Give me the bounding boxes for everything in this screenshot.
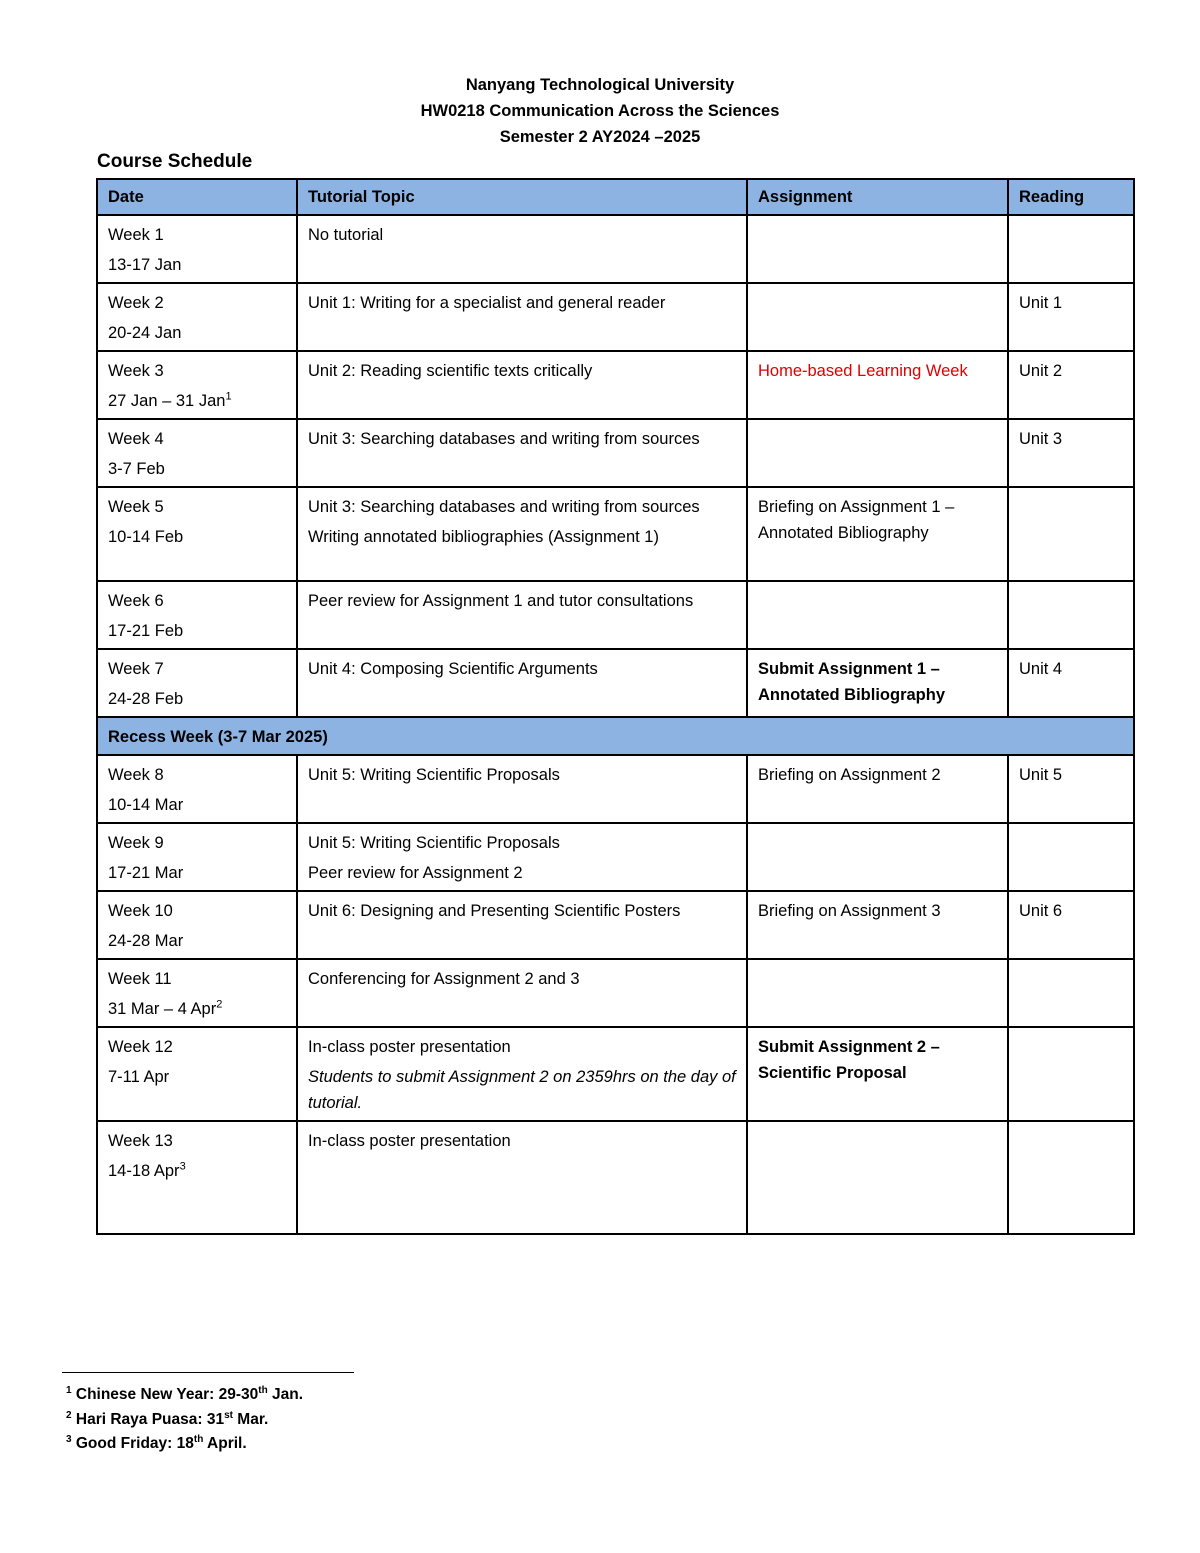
topic-text: In-class poster presentation [308,1132,511,1150]
week-dates: 20-24 Jan [108,324,182,342]
week-label: Week 4 [108,430,164,448]
topic-text: Conferencing for Assignment 2 and 3 [308,970,580,988]
table-row [97,351,1134,419]
footnote: $^1$ Chinese New Year: 29-30th Jan. [66,1384,304,1403]
topic-text: Unit 1: Writing for a specialist and general reader [308,294,666,312]
date-cell [97,419,297,487]
week-label: Week 5 [108,498,164,516]
topic-cell [297,487,747,581]
week-dates: 10-14 Mar [108,796,184,814]
date-cell [97,823,297,891]
topic-cell [297,283,747,351]
course-title: HW0218 Communication Across the Sciences [420,102,780,120]
week-label: Week 13 [108,1132,173,1150]
footnote-separator [62,1372,354,1373]
assignment-cell [747,755,1008,823]
topic-cell [297,351,747,419]
topic-cell [297,755,747,823]
topic-cell [297,823,747,891]
week-dates: 17-21 Mar [108,864,184,882]
assignment-cell [747,351,1008,419]
date-cell [97,649,297,717]
assignment-text: Briefing on Assignment 1 – Annotated Bibliography [758,498,955,542]
reading-text: Unit 4 [1019,660,1063,678]
topic-cell [297,581,747,649]
date-cell [97,581,297,649]
reading-cell [1008,891,1134,959]
reading-text: Unit 3 [1019,430,1063,448]
assignment-text: Briefing on Assignment 3 [758,902,941,920]
table-row [97,959,1134,1027]
topic-text: Writing annotated bibliographies (Assignment 1) [308,528,659,546]
date-cell [97,283,297,351]
week-dates: 24-28 Feb [108,690,184,708]
assignment-cell [747,487,1008,581]
table-row [97,215,1134,283]
date-cell [97,215,297,283]
assignment-cell [747,1121,1008,1234]
reading-text: Unit 1 [1019,294,1063,312]
date-cell [97,1121,297,1234]
table-row [97,487,1134,581]
assignment-cell [747,283,1008,351]
topic-text: Unit 5: Writing Scientific Proposals [308,766,560,784]
week-label: Week 10 [108,902,173,920]
week-dates: 10-14 Feb [108,528,184,546]
assignment-text: Submit Assignment 1 – Annotated Bibliography [758,660,945,704]
assignment-text: Briefing on Assignment 2 [758,766,941,784]
week-label: Week 6 [108,592,164,610]
assignment-cell [747,419,1008,487]
week-dates: 7-11 Apr [108,1068,170,1086]
topic-text: In-class poster presentation [308,1038,511,1056]
reading-cell [1008,649,1134,717]
reading-cell [1008,419,1134,487]
week-label: Week 12 [108,1038,173,1056]
topic-text: Peer review for Assignment 1 and tutor consultations [308,592,694,610]
reading-cell [1008,283,1134,351]
topic-text: Unit 3: Searching databases and writing from sources [308,498,700,516]
assignment-cell [747,823,1008,891]
topic-text: No tutorial [308,226,384,244]
table-row [97,755,1134,823]
week-label: Week 3 [108,362,164,380]
table-row [97,581,1134,649]
topic-cell [297,959,747,1027]
assignment-text: Home-based Learning Week [758,362,968,380]
assignment-cell [747,959,1008,1027]
week-label: Week 9 [108,834,164,852]
table-row [97,283,1134,351]
assignment-cell [747,581,1008,649]
reading-cell [1008,487,1134,581]
reading-cell [1008,959,1134,1027]
footnote: $^2$ Hari Raya Puasa: 31st Mar. [66,1409,269,1428]
column-header-topic: Tutorial Topic [297,179,747,215]
section-title: Course Schedule [97,151,253,172]
topic-cell [297,215,747,283]
topic-text: Unit 4: Composing Scientific Arguments [308,660,598,678]
topic-note: Students to submit Assignment 2 on 2359hrs on the day of tutorial. [308,1068,736,1112]
topic-text: Unit 6: Designing and Presenting Scientific Posters [308,902,681,920]
topic-cell [297,891,747,959]
reading-cell [1008,1121,1134,1234]
date-cell [97,487,297,581]
week-dates: 31 Mar – 4 Apr$^2$ [108,998,223,1018]
week-label: Week 2 [108,294,164,312]
reading-cell [1008,823,1134,891]
date-cell [97,959,297,1027]
week-label: Week 7 [108,660,164,678]
reading-text: Unit 6 [1019,902,1063,920]
reading-text: Unit 2 [1019,362,1063,380]
week-dates: 27 Jan – 31 Jan$^1$ [108,390,232,410]
reading-cell [1008,351,1134,419]
semester-label: Semester 2 AY2024 –2025 [499,128,701,146]
reading-cell [1008,1027,1134,1121]
assignment-cell [747,649,1008,717]
footnote-ref: 3 [179,1160,186,1173]
column-header-reading: Reading [1008,179,1134,215]
date-cell [97,755,297,823]
topic-text: Unit 3: Searching databases and writing from sources [308,430,700,448]
week-label: Week 8 [108,766,164,784]
table-header-row [97,179,1134,215]
week-dates: 14-18 Apr$^3$ [108,1160,186,1180]
week-dates: 3-7 Feb [108,460,165,478]
week-label: Week 11 [108,970,172,988]
topic-text: Unit 2: Reading scientific texts critically [308,362,593,380]
footnote-ref: 1 [225,390,232,403]
date-cell [97,891,297,959]
table-row [97,1121,1134,1234]
week-dates: 13-17 Jan [108,256,182,274]
week-label: Week 1 [108,226,164,244]
assignment-text: Submit Assignment 2 – Scientific Proposal [758,1038,940,1082]
week-dates: 24-28 Mar [108,932,184,950]
week-dates: 17-21 Feb [108,622,184,640]
table-row [97,419,1134,487]
topic-cell [297,649,747,717]
assignment-cell [747,215,1008,283]
reading-cell [1008,581,1134,649]
topic-text: Unit 5: Writing Scientific Proposals [308,834,560,852]
recess-row [97,717,1134,755]
column-header-date: Date [97,179,297,215]
column-header-assignment: Assignment [747,179,1008,215]
footnotes [66,1383,303,1457]
table-row [97,891,1134,959]
footnote-ref: 2 [216,998,223,1011]
topic-cell [297,419,747,487]
reading-text: Unit 5 [1019,766,1063,784]
table-row [97,1027,1134,1121]
topic-cell [297,1027,747,1121]
recess-label: Recess Week (3-7 Mar 2025) [97,717,1134,755]
reading-cell [1008,215,1134,283]
topic-text: Peer review for Assignment 2 [308,864,523,882]
topic-cell [297,1121,747,1234]
table-row [97,823,1134,891]
assignment-cell [747,1027,1008,1121]
course-schedule-table [96,178,1135,1235]
footnote: $^3$ Good Friday: 18th April. [66,1433,247,1452]
assignment-cell [747,891,1008,959]
table-row [97,649,1134,717]
reading-cell [1008,755,1134,823]
document-header [0,72,1200,150]
university-name: Nanyang Technological University [465,76,735,94]
date-cell [97,351,297,419]
date-cell [97,1027,297,1121]
